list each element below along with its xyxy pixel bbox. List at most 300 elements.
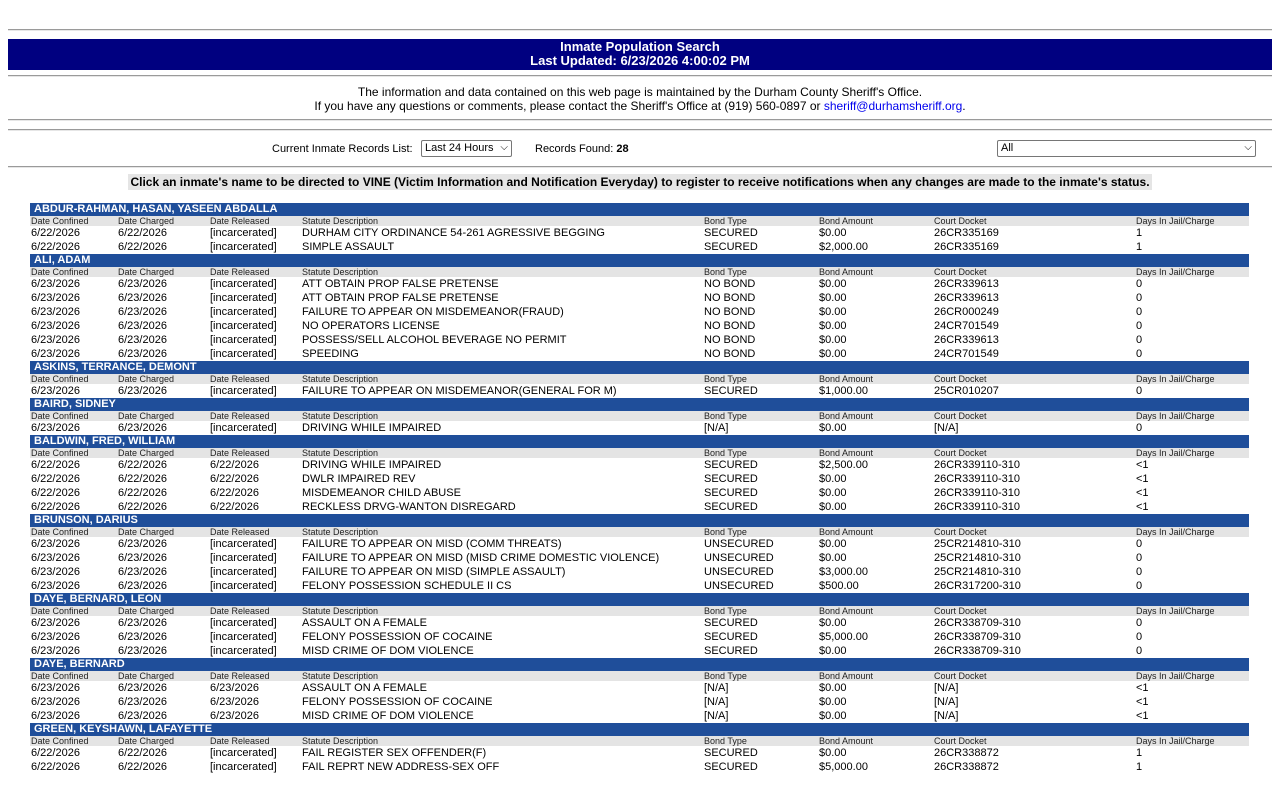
column-header-row xyxy=(30,267,1249,277)
charge-cell: 6/22/2026 xyxy=(31,459,80,471)
charge-row xyxy=(30,616,1249,630)
column-header: Bond Type xyxy=(704,267,747,277)
column-header: Date Confined xyxy=(31,411,89,421)
charge-cell: <1 xyxy=(1136,501,1149,513)
column-header: Bond Type xyxy=(704,671,747,681)
charge-cell: [incarcerated] xyxy=(210,306,277,318)
charge-cell: 6/23/2026 xyxy=(118,552,167,564)
charge-row xyxy=(30,277,1249,291)
charge-cell: SECURED xyxy=(704,459,758,471)
charge-cell: [incarcerated] xyxy=(210,747,277,759)
charge-cell: [N/A] xyxy=(704,422,729,434)
column-header: Court Docket xyxy=(934,267,987,277)
column-header: Bond Amount xyxy=(819,448,874,458)
column-header-row xyxy=(30,527,1249,537)
charge-cell: MISDEMEANOR CHILD ABUSE xyxy=(302,487,461,499)
column-header: Statute Description xyxy=(302,411,379,421)
chevron-down-icon: ⌵ xyxy=(1244,142,1252,153)
charge-cell: [incarcerated] xyxy=(210,320,277,332)
charge-cell: SECURED xyxy=(704,473,758,485)
charge-cell: 6/23/2026 xyxy=(118,710,167,722)
column-header: Date Released xyxy=(210,267,270,277)
charge-cell: <1 xyxy=(1136,473,1149,485)
charge-cell: [incarcerated] xyxy=(210,552,277,564)
charge-cell: 25CR214810-310 xyxy=(934,552,1021,564)
charge-cell: 26CR338872 xyxy=(934,761,999,773)
column-header-row xyxy=(30,216,1249,226)
notice-line-2-text: If you have any questions or comments, please contact the Sheriff's Office at (919) 560-0897 or xyxy=(314,99,824,113)
charge-cell: UNSECURED xyxy=(704,580,774,592)
charge-row xyxy=(30,537,1249,551)
inmate-name-link[interactable]: BAIRD, SIDNEY xyxy=(30,398,1249,411)
column-header: Statute Description xyxy=(302,606,379,616)
charge-cell: NO BOND xyxy=(704,334,756,346)
charge-row xyxy=(30,291,1249,305)
last-updated: Last Updated: 6/23/2026 4:00:02 PM xyxy=(530,53,750,68)
charge-cell: [N/A] xyxy=(934,710,959,722)
column-header: Bond Amount xyxy=(819,411,874,421)
column-header: Bond Amount xyxy=(819,606,874,616)
charge-cell: $0.00 xyxy=(819,278,847,290)
charge-cell: 6/23/2026 xyxy=(31,617,80,629)
charge-cell: 26CR335169 xyxy=(934,241,999,253)
charge-cell: 6/23/2026 xyxy=(31,334,80,346)
column-header: Date Charged xyxy=(118,671,175,681)
column-header: Date Charged xyxy=(118,606,175,616)
charge-cell: 0 xyxy=(1136,552,1143,564)
charge-cell: $500.00 xyxy=(819,580,859,592)
charge-cell: SECURED xyxy=(704,241,758,253)
charge-cell: 6/23/2026 xyxy=(31,385,80,397)
charge-cell: 6/23/2026 xyxy=(31,710,80,722)
charge-cell: $0.00 xyxy=(819,710,847,722)
column-header: Date Charged xyxy=(118,267,175,277)
notice-line-2-suffix: . xyxy=(962,99,966,113)
charge-cell: [incarcerated] xyxy=(210,566,277,578)
charge-cell: 6/23/2026 xyxy=(31,696,80,708)
charge-cell: 6/23/2026 xyxy=(31,292,80,304)
charge-cell: FELONY POSSESSION OF COCAINE xyxy=(302,696,493,708)
charge-cell: 26CR317200-310 xyxy=(934,580,1021,592)
charge-cell: FAILURE TO APPEAR ON MISD (COMM THREATS) xyxy=(302,538,562,550)
charge-cell: [incarcerated] xyxy=(210,292,277,304)
column-header: Bond Amount xyxy=(819,736,874,746)
charge-cell: 6/23/2026 xyxy=(210,696,259,708)
charge-cell: 6/23/2026 xyxy=(31,278,80,290)
column-header: Date Released xyxy=(210,411,270,421)
charge-cell: [incarcerated] xyxy=(210,761,277,773)
charge-cell: 6/23/2026 xyxy=(118,292,167,304)
column-header: Date Confined xyxy=(31,267,89,277)
charge-cell: $0.00 xyxy=(819,501,847,513)
charge-cell: FAILURE TO APPEAR ON MISD (SIMPLE ASSAULT) xyxy=(302,566,566,578)
charge-cell: $0.00 xyxy=(819,292,847,304)
column-header: Date Confined xyxy=(31,527,89,537)
charge-cell: SPEEDING xyxy=(302,348,359,360)
column-header: Court Docket xyxy=(934,736,987,746)
notice-line-1: The information and data contained on this web page is maintained by the Durham County Sheriff's Office. xyxy=(357,85,923,99)
column-header: Bond Type xyxy=(704,374,747,384)
notice-line-2 xyxy=(8,99,1272,113)
charge-cell: SECURED xyxy=(704,747,758,759)
divider xyxy=(8,75,1272,77)
charge-cell: [incarcerated] xyxy=(210,278,277,290)
charge-cell: 0 xyxy=(1136,538,1143,550)
charge-cell: [incarcerated] xyxy=(210,538,277,550)
charge-cell: DRIVING WHILE IMPAIRED xyxy=(302,459,442,471)
charge-cell: 6/22/2026 xyxy=(210,459,259,471)
charge-cell: [incarcerated] xyxy=(210,617,277,629)
column-header: Date Released xyxy=(210,736,270,746)
charge-cell: FELONY POSSESSION SCHEDULE II CS xyxy=(302,580,512,592)
column-header: Days In Jail/Charge xyxy=(1136,736,1215,746)
column-header: Date Charged xyxy=(118,448,175,458)
charge-cell: 6/23/2026 xyxy=(118,566,167,578)
charge-cell: SECURED xyxy=(704,631,758,643)
column-header: Days In Jail/Charge xyxy=(1136,448,1215,458)
charge-cell: POSSESS/SELL ALCOHOL BEVERAGE NO PERMIT xyxy=(302,334,567,346)
charge-cell: 26CR339613 xyxy=(934,278,999,290)
charge-cell: 6/22/2026 xyxy=(31,487,80,499)
charge-cell: $0.00 xyxy=(819,645,847,657)
charge-cell: FAIL REPRT NEW ADDRESS-SEX OFF xyxy=(302,761,500,773)
column-header: Date Released xyxy=(210,216,270,226)
charge-cell: $5,000.00 xyxy=(819,631,868,643)
instruction xyxy=(0,175,1280,189)
charge-cell: RECKLESS DRVG-WANTON DISREGARD xyxy=(302,501,516,513)
charge-cell: [incarcerated] xyxy=(210,348,277,360)
column-header: Date Released xyxy=(210,606,270,616)
charge-cell: <1 xyxy=(1136,682,1149,694)
charge-cell: $0.00 xyxy=(819,422,847,434)
column-header: Bond Type xyxy=(704,411,747,421)
page-title: Inmate Population Search xyxy=(560,39,720,54)
charge-cell: $0.00 xyxy=(819,227,847,239)
charge-cell: FAILURE TO APPEAR ON MISDEMEANOR(GENERAL FOR M) xyxy=(302,385,617,397)
column-header: Statute Description xyxy=(302,671,379,681)
column-header: Days In Jail/Charge xyxy=(1136,527,1215,537)
charge-cell: [N/A] xyxy=(704,682,729,694)
charge-cell: $0.00 xyxy=(819,348,847,360)
charge-cell: [N/A] xyxy=(934,682,959,694)
divider xyxy=(8,129,1272,131)
charge-row xyxy=(30,551,1249,565)
charge-row xyxy=(30,384,1249,398)
charge-cell: 26CR335169 xyxy=(934,227,999,239)
column-header: Bond Type xyxy=(704,216,747,226)
records-list-value: Last 24 Hours xyxy=(425,142,494,154)
column-header: Date Charged xyxy=(118,374,175,384)
inmate-name-link[interactable]: DAYE, BERNARD xyxy=(30,658,1249,671)
column-header: Court Docket xyxy=(934,527,987,537)
charge-cell: 6/22/2026 xyxy=(31,761,80,773)
charge-row xyxy=(30,746,1249,760)
notice xyxy=(8,85,1272,113)
charge-cell: $0.00 xyxy=(819,682,847,694)
charge-row xyxy=(30,240,1249,254)
records-found-label: Records Found: xyxy=(535,143,614,155)
charge-row xyxy=(30,226,1249,240)
column-header-row xyxy=(30,606,1249,616)
charge-cell: DURHAM CITY ORDINANCE 54-261 AGRESSIVE BEGGING xyxy=(302,227,605,239)
charge-cell: 6/23/2026 xyxy=(31,538,80,550)
instruction-text: Click an inmate's name to be directed to VINE (Victim Information and Notification Everyday) to register to receive notifications when any changes are made to the inmate's status. xyxy=(130,175,1150,189)
charge-cell: 6/22/2026 xyxy=(31,227,80,239)
filter-value: All xyxy=(1001,142,1014,154)
inmate-name-link[interactable]: ASKINS, TERRANCE, DEMONT xyxy=(30,361,1249,374)
charge-cell: 6/23/2026 xyxy=(210,682,259,694)
column-header: Statute Description xyxy=(302,216,379,226)
charge-cell: $0.00 xyxy=(819,306,847,318)
column-header: Date Charged xyxy=(118,527,175,537)
charge-cell: 6/22/2026 xyxy=(31,501,80,513)
charge-cell: SECURED xyxy=(704,761,758,773)
charge-cell: 6/23/2026 xyxy=(118,645,167,657)
charge-cell: 25CR214810-310 xyxy=(934,566,1021,578)
column-header: Date Charged xyxy=(118,216,175,226)
charge-cell: 6/23/2026 xyxy=(31,645,80,657)
charge-cell: [incarcerated] xyxy=(210,580,277,592)
charge-cell: SECURED xyxy=(704,385,758,397)
column-header: Bond Amount xyxy=(819,216,874,226)
charge-cell: NO BOND xyxy=(704,278,756,290)
column-header: Date Released xyxy=(210,671,270,681)
charge-cell: 6/22/2026 xyxy=(118,487,167,499)
charge-cell: 6/23/2026 xyxy=(118,278,167,290)
charge-cell: 26CR339613 xyxy=(934,334,999,346)
charge-cell: 25CR214810-310 xyxy=(934,538,1021,550)
records-list-label: Current Inmate Records List: xyxy=(272,143,413,155)
charge-row xyxy=(30,681,1249,695)
charge-cell: SECURED xyxy=(704,645,758,657)
column-header: Date Confined xyxy=(31,606,89,616)
charge-cell: UNSECURED xyxy=(704,566,774,578)
charge-cell: $0.00 xyxy=(819,617,847,629)
records-found-count: 28 xyxy=(616,143,629,155)
charge-cell: SECURED xyxy=(704,487,758,499)
filter-select[interactable] xyxy=(997,140,1256,157)
charge-cell: [incarcerated] xyxy=(210,227,277,239)
charge-cell: 6/22/2026 xyxy=(118,761,167,773)
charge-cell: MISD CRIME OF DOM VIOLENCE xyxy=(302,710,474,722)
charge-cell: 6/23/2026 xyxy=(31,348,80,360)
column-header: Bond Type xyxy=(704,527,747,537)
column-header: Court Docket xyxy=(934,448,987,458)
column-header: Days In Jail/Charge xyxy=(1136,411,1215,421)
charge-cell: ATT OBTAIN PROP FALSE PRETENSE xyxy=(302,292,499,304)
inmate-name-link[interactable]: ABDUR-RAHMAN, HASAN, YASEEN ABDALLA xyxy=(30,203,1249,216)
charge-cell: 6/23/2026 xyxy=(31,422,80,434)
charge-cell: $5,000.00 xyxy=(819,761,868,773)
charge-cell: 0 xyxy=(1136,580,1143,592)
charge-cell: SECURED xyxy=(704,501,758,513)
charge-cell: 26CR339110-310 xyxy=(934,459,1021,471)
charge-cell: UNSECURED xyxy=(704,538,774,550)
column-header-row xyxy=(30,448,1249,458)
column-header: Date Charged xyxy=(118,411,175,421)
charge-cell: [incarcerated] xyxy=(210,422,277,434)
charge-cell: $2,000.00 xyxy=(819,241,868,253)
charge-row xyxy=(30,472,1249,486)
charge-cell: 6/22/2026 xyxy=(118,241,167,253)
top-divider xyxy=(8,29,1272,31)
column-header: Days In Jail/Charge xyxy=(1136,671,1215,681)
charge-cell: $0.00 xyxy=(819,747,847,759)
column-header: Date Charged xyxy=(118,736,175,746)
records-list-select[interactable] xyxy=(421,140,512,157)
charge-cell: 6/23/2026 xyxy=(118,682,167,694)
charge-cell: 26CR339110-310 xyxy=(934,501,1021,513)
charge-row xyxy=(30,305,1249,319)
email-link[interactable]: sheriff@durhamsheriff.org xyxy=(823,99,963,113)
charge-cell: 0 xyxy=(1136,306,1143,318)
inmate-name-link[interactable]: ALI, ADAM xyxy=(30,254,1249,267)
charge-cell: $0.00 xyxy=(819,696,847,708)
charge-cell: $1,000.00 xyxy=(819,385,868,397)
charge-cell: 6/23/2026 xyxy=(31,552,80,564)
charge-cell: 6/23/2026 xyxy=(118,580,167,592)
page-banner xyxy=(8,39,1272,70)
charge-cell: NO BOND xyxy=(704,292,756,304)
column-header: Days In Jail/Charge xyxy=(1136,267,1215,277)
column-header: Court Docket xyxy=(934,216,987,226)
charge-cell: 26CR338709-310 xyxy=(934,631,1021,643)
column-header-row xyxy=(30,736,1249,746)
charge-cell: <1 xyxy=(1136,487,1149,499)
charge-row xyxy=(30,644,1249,658)
search-controls xyxy=(0,140,1280,158)
column-header: Bond Amount xyxy=(819,374,874,384)
column-header: Days In Jail/Charge xyxy=(1136,216,1215,226)
charge-cell: 0 xyxy=(1136,320,1143,332)
charge-cell: $0.00 xyxy=(819,487,847,499)
charge-cell: ATT OBTAIN PROP FALSE PRETENSE xyxy=(302,278,499,290)
charge-cell: 6/22/2026 xyxy=(118,459,167,471)
divider xyxy=(8,119,1272,121)
charge-cell: [incarcerated] xyxy=(210,241,277,253)
column-header: Bond Amount xyxy=(819,267,874,277)
charge-row xyxy=(30,347,1249,361)
charge-cell: 6/23/2026 xyxy=(118,348,167,360)
charge-cell: 25CR010207 xyxy=(934,385,999,397)
charge-cell: 6/23/2026 xyxy=(118,334,167,346)
inmate-name-link[interactable]: BALDWIN, FRED, WILLIAM xyxy=(30,435,1249,448)
records-found xyxy=(535,143,629,155)
charge-cell: [N/A] xyxy=(704,710,729,722)
charge-cell: 6/23/2026 xyxy=(118,320,167,332)
inmate-name-link[interactable]: DAYE, BERNARD, LEON xyxy=(30,593,1249,606)
charge-cell: FAILURE TO APPEAR ON MISD (MISD CRIME DOMESTIC VIOLENCE) xyxy=(302,552,660,564)
charge-cell: <1 xyxy=(1136,459,1149,471)
charge-cell: 6/22/2026 xyxy=(118,501,167,513)
charge-cell: 26CR339110-310 xyxy=(934,487,1021,499)
charge-cell: 0 xyxy=(1136,334,1143,346)
charge-cell: 24CR701549 xyxy=(934,348,999,360)
column-header: Bond Amount xyxy=(819,527,874,537)
charge-cell: 26CR338709-310 xyxy=(934,645,1021,657)
charge-cell: 6/23/2026 xyxy=(31,631,80,643)
column-header: Date Confined xyxy=(31,736,89,746)
charge-cell: 6/23/2026 xyxy=(118,422,167,434)
charge-cell: NO BOND xyxy=(704,320,756,332)
charge-row xyxy=(30,333,1249,347)
column-header: Statute Description xyxy=(302,527,379,537)
charge-cell: <1 xyxy=(1136,696,1149,708)
charge-cell: SIMPLE ASSAULT xyxy=(302,241,395,253)
column-header: Date Confined xyxy=(31,216,89,226)
column-header: Statute Description xyxy=(302,736,379,746)
charge-cell: 0 xyxy=(1136,278,1143,290)
charge-cell: SECURED xyxy=(704,227,758,239)
charge-cell: DWLR IMPAIRED REV xyxy=(302,473,416,485)
charge-cell: 0 xyxy=(1136,631,1143,643)
charge-cell: $0.00 xyxy=(819,473,847,485)
charge-cell: 1 xyxy=(1136,241,1143,253)
inmate-name-link[interactable]: GREEN, KEYSHAWN, LAFAYETTE xyxy=(30,723,1249,736)
inmate-name-link[interactable]: BRUNSON, DARIUS xyxy=(30,514,1249,527)
charge-cell: 6/22/2026 xyxy=(118,747,167,759)
charge-cell: 0 xyxy=(1136,422,1143,434)
charge-cell: 6/23/2026 xyxy=(118,385,167,397)
charge-cell: 26CR339613 xyxy=(934,292,999,304)
charge-cell: $0.00 xyxy=(819,320,847,332)
column-header: Date Confined xyxy=(31,671,89,681)
column-header-row xyxy=(30,374,1249,384)
charge-cell: 6/23/2026 xyxy=(31,306,80,318)
charge-cell: 6/23/2026 xyxy=(31,566,80,578)
charge-cell: UNSECURED xyxy=(704,552,774,564)
column-header: Days In Jail/Charge xyxy=(1136,606,1215,616)
column-header-row xyxy=(30,411,1249,421)
column-header: Court Docket xyxy=(934,671,987,681)
column-header: Days In Jail/Charge xyxy=(1136,374,1215,384)
charge-cell: 1 xyxy=(1136,747,1143,759)
charge-cell: 6/23/2026 xyxy=(118,696,167,708)
charge-cell: 6/22/2026 xyxy=(31,241,80,253)
charge-cell: 26CR338872 xyxy=(934,747,999,759)
charge-cell: 6/23/2026 xyxy=(31,580,80,592)
charge-cell: $2,500.00 xyxy=(819,459,868,471)
charge-cell: 0 xyxy=(1136,566,1143,578)
column-header: Bond Type xyxy=(704,606,747,616)
column-header: Date Confined xyxy=(31,448,89,458)
charge-row xyxy=(30,760,1249,774)
charge-cell: ASSAULT ON A FEMALE xyxy=(302,617,427,629)
charge-cell: 6/22/2026 xyxy=(210,473,259,485)
column-header: Court Docket xyxy=(934,374,987,384)
column-header-row xyxy=(30,671,1249,681)
charge-cell: NO BOND xyxy=(704,306,756,318)
charge-cell: [incarcerated] xyxy=(210,385,277,397)
column-header: Date Released xyxy=(210,374,270,384)
charge-cell: 26CR339110-310 xyxy=(934,473,1021,485)
column-header: Statute Description xyxy=(302,374,379,384)
charge-cell: 6/23/2026 xyxy=(118,306,167,318)
charge-cell: [incarcerated] xyxy=(210,631,277,643)
charge-cell: $0.00 xyxy=(819,334,847,346)
charge-cell: 6/23/2026 xyxy=(118,631,167,643)
charge-cell: [N/A] xyxy=(704,696,729,708)
charge-cell: 6/23/2026 xyxy=(31,682,80,694)
column-header: Date Released xyxy=(210,448,270,458)
charge-cell: [N/A] xyxy=(934,696,959,708)
charge-cell: 6/22/2026 xyxy=(118,473,167,485)
charge-row xyxy=(30,579,1249,593)
column-header: Statute Description xyxy=(302,267,379,277)
charge-cell: NO OPERATORS LICENSE xyxy=(302,320,440,332)
charge-cell: 0 xyxy=(1136,385,1143,397)
charge-cell: 26CR338709-310 xyxy=(934,617,1021,629)
